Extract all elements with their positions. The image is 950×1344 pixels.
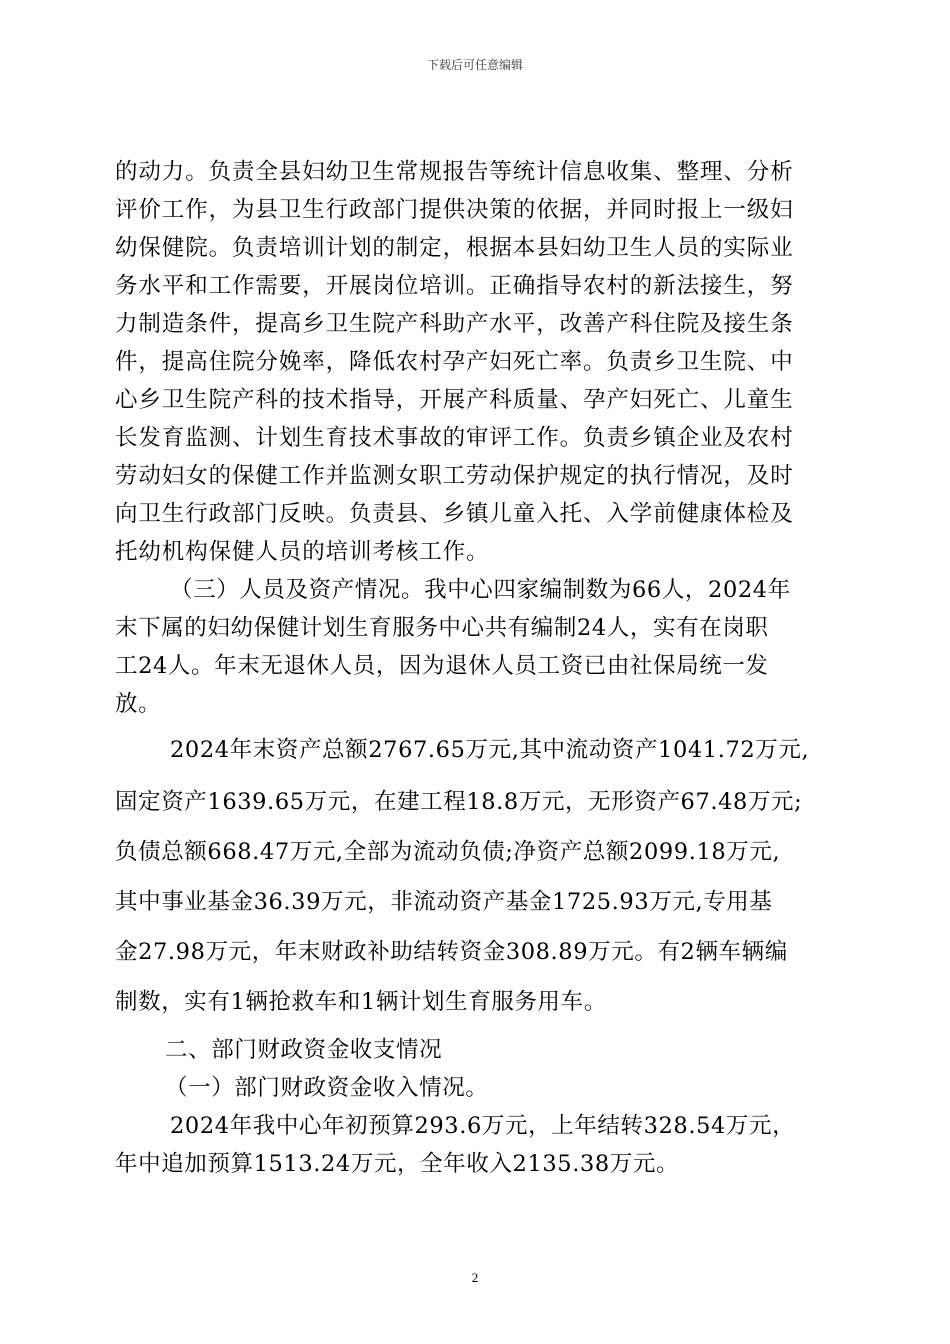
text-line: 2024年末资产总额2767.65万元,其中流动资产1041.72万元, xyxy=(170,737,810,763)
text-line: 负债总额668.47万元,全部为流动负债;净资产总额2099.18万元, xyxy=(115,839,781,865)
page-header: 下载后可任意编辑 xyxy=(426,58,523,72)
text-line: 向卫生行政部门反映。负责县、乡镇儿童入托、入学前健康体检及 xyxy=(115,501,794,527)
text-line: 的动力。负责全县妇幼卫生常规报告等统计信息收集、整理、分析 xyxy=(115,159,794,185)
text-line: 评价工作，为县卫生行政部门提供决策的依据，并同时报上一级妇 xyxy=(115,197,794,223)
text-line: 力制造条件，提高乡卫生院产科助产水平，改善产科住院及接生条 xyxy=(115,311,794,337)
text-line: 务水平和工作需要，开展岗位培训。正确指导农村的新法接生，努 xyxy=(115,273,794,299)
text-line: 劳动妇女的保健工作并监测女职工劳动保护规定的执行情况，及时 xyxy=(115,463,794,489)
text-line: （三）人员及资产情况。我中心四家编制数为66人，2024年 xyxy=(170,577,791,603)
text-line: 幼保健院。负责培训计划的制定，根据本县妇幼卫生人员的实际业 xyxy=(115,235,794,261)
text-line: 放。 xyxy=(115,691,162,717)
text-line: 件，提高住院分娩率，降低农村孕产妇死亡率。负责乡卫生院、中 xyxy=(115,349,794,375)
text-line: 长发育监测、计划生育技术事故的审评工作。负责乡镇企业及农村 xyxy=(115,425,794,451)
text-line: 固定资产1639.65万元，在建工程18.8万元，无形资产67.48万元; xyxy=(115,789,803,815)
text-line: 工24人。年末无退休人员，因为退休人员工资已由社保局统一发 xyxy=(115,653,769,679)
text-line: 心乡卫生院产科的技术指导，开展产科质量、孕产妇死亡、儿童生 xyxy=(115,387,794,413)
text-line: 托幼机构保健人员的培训考核工作。 xyxy=(115,539,490,565)
text-line: 年中追加预算1513.24万元，全年收入2135.38万元。 xyxy=(115,1151,680,1177)
text-line: 末下属的妇幼保健计划生育服务中心共有编制24人，实有在岗职 xyxy=(115,615,769,641)
text-line: 金27.98万元，年末财政补助结转资金308.89万元。有2辆车辆编 xyxy=(115,939,788,965)
text-line: 制数，实有1辆抢救车和1辆计划生育服务用车。 xyxy=(115,989,607,1015)
subsection-heading: （一）部门财政资金收入情况。 xyxy=(165,1075,489,1101)
page-number: 2 xyxy=(471,1270,479,1285)
section-heading: 二、部门财政资金收支情况 xyxy=(165,1037,443,1063)
text-line: 2024年我中心年初预算293.6万元，上年结转328.54万元， xyxy=(170,1113,796,1139)
text-line: 其中事业基金36.39万元，非流动资产基金1725.93万元,专用基 xyxy=(115,889,773,915)
